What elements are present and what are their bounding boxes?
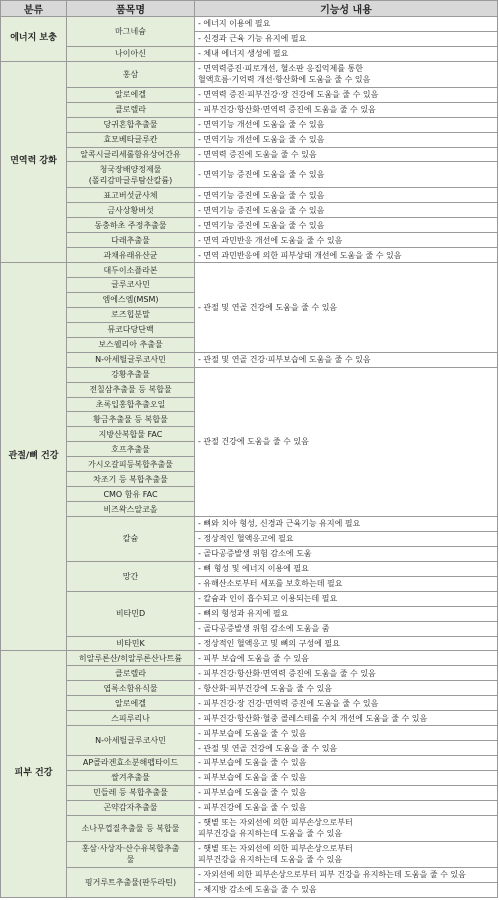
- text-line: 홍삼: [122, 69, 139, 79]
- text-line: - 면역력 증진에 도움을 줄 수 있음: [198, 149, 317, 159]
- table-row: [1, 61, 498, 87]
- text-line: - 면역기능 개선에 도움을 줄 수 있음: [198, 120, 325, 130]
- text-line: - 피부보습에 도움을 줄 수 있음: [198, 773, 307, 783]
- text-line: - 관절 및 연골 건강에 도움을 줄 수 있음: [198, 743, 338, 753]
- text-line: 로즈힙분말: [111, 310, 150, 320]
- text-line: 당귀혼합추출물: [103, 120, 158, 130]
- product-name-cell: [67, 61, 195, 87]
- table-row: [1, 248, 498, 263]
- text-line: 곤약감자추출물: [103, 803, 158, 813]
- header-function: 기능성 내용: [195, 1, 498, 17]
- function-cell: [195, 606, 498, 621]
- text-line: - 면역기능 개선에 도움을 줄 수 있음: [198, 135, 325, 145]
- table-row: [1, 218, 498, 233]
- table-row: [1, 770, 498, 785]
- table-row: [1, 696, 498, 711]
- product-name-cell: [67, 117, 195, 132]
- function-cell: [195, 132, 498, 147]
- product-name-cell: [67, 561, 195, 591]
- product-name-cell: [67, 442, 195, 457]
- function-cell: [195, 248, 498, 263]
- function-cell: [195, 102, 498, 117]
- function-cell: [195, 815, 498, 841]
- function-cell: [195, 87, 498, 102]
- function-cell: [195, 546, 498, 561]
- text-line: - 에너지 이용에 필요: [198, 19, 271, 29]
- text-line: 비타민K: [116, 638, 145, 648]
- product-name-cell: [67, 147, 195, 162]
- function-cell: [195, 517, 498, 532]
- text-line: N-아세틸글루코사민: [95, 736, 166, 746]
- product-name-cell: [67, 591, 195, 636]
- header-category: 분류: [1, 1, 67, 17]
- product-name-cell: [67, 162, 195, 188]
- function-cell: [195, 882, 498, 897]
- text-line: 마그네슘: [115, 26, 146, 36]
- function-cell: [195, 666, 498, 681]
- table-row: [1, 352, 498, 367]
- table-row: [1, 367, 498, 382]
- text-line: - 자외선에 의한 피부손상으로부터 피부 건강을 유지하는데 도움을 줄 수 있음: [198, 870, 466, 880]
- product-name-cell: [67, 711, 195, 726]
- text-line: - 면역기능 증진에 도움을 줄 수 있음: [198, 220, 325, 230]
- function-cell: [195, 203, 498, 218]
- text-line: - 정상적인 혈액응고에 필요: [198, 534, 294, 544]
- text-line: 가시오갈피등복합추출물: [87, 459, 173, 469]
- product-name-cell: [67, 382, 195, 397]
- text-line: 쌀겨추출물: [111, 773, 150, 783]
- product-name-cell: [67, 517, 195, 562]
- product-name-cell: [67, 397, 195, 412]
- table-row: [1, 785, 498, 800]
- text-line: 호프추출물: [111, 444, 150, 454]
- product-name-cell: [67, 841, 195, 867]
- product-name-cell: [67, 502, 195, 517]
- text-line: 나이아신: [115, 49, 146, 59]
- function-cell: [195, 741, 498, 756]
- text-line: (폴리감마글루탐산칼륨): [88, 175, 173, 185]
- product-name-cell: [67, 472, 195, 487]
- category-cell: 면역력 강화: [1, 61, 67, 262]
- text-line: - 피부건강·항산화·혈중 콜레스테롤 수치 개선에 도움을 줄 수 있음: [198, 713, 428, 723]
- text-line: 효모베타글루칸: [103, 135, 158, 145]
- category-cell: 피부 건강: [1, 651, 67, 897]
- text-line: - 체지방 감소에 도움을 줄 수 있음: [198, 885, 317, 895]
- text-line: - 피부보습에 도움을 줄 수 있음: [198, 758, 307, 768]
- function-cell: [195, 17, 498, 32]
- product-name-cell: [67, 203, 195, 218]
- text-line: - 피부보습에 도움을 줄 수 있음: [198, 788, 307, 798]
- text-line: 피부건강을 유지하는데 도움을 줄 수 있음: [198, 855, 343, 865]
- text-line: - 피부 보습에 도움을 줄 수 있음: [198, 653, 309, 663]
- function-cell: [195, 800, 498, 815]
- table-row: [1, 711, 498, 726]
- product-name-cell: [67, 666, 195, 681]
- product-name-cell: [67, 367, 195, 382]
- text-line: 소나무껍질추출물 등 복합물: [81, 823, 180, 833]
- product-name-cell: [67, 770, 195, 785]
- table-row: [1, 561, 498, 576]
- text-line: - 골다공증발생 위험 감소에 도움: [198, 549, 312, 559]
- category-cell: 관절/뼈 건강: [1, 263, 67, 651]
- table-row: [1, 233, 498, 248]
- text-line: - 신경과 근육 기능 유지에 필요: [198, 34, 307, 44]
- product-name-cell: [67, 427, 195, 442]
- product-name-cell: [67, 726, 195, 756]
- function-cell: [195, 352, 498, 367]
- table-row: [1, 203, 498, 218]
- text-line: N-아세틸글루코사민: [95, 355, 166, 365]
- table-row: [1, 867, 498, 882]
- function-cell: [195, 147, 498, 162]
- text-line: 혈액흐름·기억력 개선·항산화에 도움을 줄 수 있음: [198, 75, 371, 85]
- text-line: - 뼈의 형성과 유지에 필요: [198, 609, 289, 619]
- function-cell: [195, 636, 498, 651]
- text-line: - 면역기능 증진에 도움을 줄 수 있음: [198, 205, 325, 215]
- text-line: - 면역기능 증진에 도움을 줄 수 있음: [198, 170, 325, 180]
- product-name-cell: [67, 651, 195, 666]
- text-line: - 유해산소로부터 세포를 보호하는데 필요: [198, 579, 343, 589]
- function-cell: [195, 531, 498, 546]
- table-row: [1, 188, 498, 203]
- table-row: [1, 726, 498, 741]
- text-line: - 면역 과민반응 개선에 도움을 줄 수 있음: [198, 235, 343, 245]
- text-line: - 관절 및 연골 건강·피부보습에 도움을 줄 수 있음: [198, 355, 371, 365]
- function-cell: [195, 696, 498, 711]
- function-cell: [195, 31, 498, 46]
- text-line: - 햇볕 또는 자외선에 의한 피부손상으로부터: [198, 818, 353, 828]
- text-line: 물: [126, 855, 135, 865]
- function-cell: [195, 756, 498, 771]
- text-line: 클로렐라: [115, 105, 146, 115]
- function-cell: [195, 162, 498, 188]
- table-row: [1, 636, 498, 651]
- function-cell: [195, 117, 498, 132]
- text-line: - 관절 건강에 도움을 줄 수 있음: [198, 437, 309, 447]
- text-line: 과채유래유산균: [103, 250, 158, 260]
- function-cell: [195, 681, 498, 696]
- product-name-cell: [67, 867, 195, 897]
- text-line: 비타민D: [115, 609, 146, 619]
- table-row: [1, 651, 498, 666]
- text-line: 글루코사민: [111, 280, 150, 290]
- product-name-cell: [67, 487, 195, 502]
- product-name-cell: [67, 636, 195, 651]
- product-name-cell: [67, 188, 195, 203]
- text-line: 민들레 등 복합추출물: [93, 788, 168, 798]
- text-line: 강황추출물: [111, 370, 150, 380]
- table-row: [1, 517, 498, 532]
- text-line: 황금추출물 등 복합물: [93, 414, 168, 424]
- text-line: - 피부건강에 도움을 줄 수 있음: [198, 803, 307, 813]
- product-name-cell: [67, 681, 195, 696]
- text-line: - 면역력증진·피로개선, 혈소판 응집억제를 통한: [198, 64, 363, 74]
- text-line: 초록입홍합추출오일: [95, 399, 166, 409]
- text-line: 다래추출물: [111, 235, 150, 245]
- text-line: 클로렐라: [115, 668, 146, 678]
- table-row: [1, 87, 498, 102]
- text-line: - 면역기능 증진에 도움을 줄 수 있음: [198, 190, 325, 200]
- text-line: - 피부건강·항산화·면역력 증진에 도움을 줄 수 있음: [198, 105, 376, 115]
- function-cell: [195, 188, 498, 203]
- function-cell: [195, 561, 498, 576]
- product-name-cell: [67, 248, 195, 263]
- product-name-cell: [67, 102, 195, 117]
- table-row: [1, 263, 498, 278]
- product-name-cell: [67, 756, 195, 771]
- function-cell: [195, 711, 498, 726]
- product-name-cell: [67, 696, 195, 711]
- text-line: 망간: [122, 571, 139, 581]
- function-cell: [195, 263, 498, 353]
- text-line: AP콜라겐효소분해펩타이드: [82, 758, 179, 768]
- product-name-cell: [67, 132, 195, 147]
- text-line: 표고버섯균사체: [103, 190, 158, 200]
- function-cell: [195, 576, 498, 591]
- text-line: - 피부보습에 도움을 줄 수 있음: [198, 728, 307, 738]
- product-name-cell: [67, 292, 195, 307]
- text-line: 비즈왁스알코올: [103, 504, 158, 514]
- function-cell: [195, 46, 498, 61]
- product-name-cell: [67, 307, 195, 322]
- text-line: - 칼슘과 인이 흡수되고 이용되는데 필요: [198, 594, 338, 604]
- product-name-cell: [67, 87, 195, 102]
- table-row: [1, 681, 498, 696]
- text-line: 알로에겔: [115, 90, 146, 100]
- function-cell: [195, 770, 498, 785]
- text-line: 엠에스엠(MSM): [102, 295, 159, 305]
- text-line: 뮤코다당단백: [107, 325, 154, 335]
- table-row: [1, 666, 498, 681]
- product-name-cell: [67, 412, 195, 427]
- product-name-cell: [67, 800, 195, 815]
- product-name-cell: [67, 337, 195, 352]
- text-line: 스피루리나: [111, 713, 150, 723]
- function-cell: [195, 367, 498, 516]
- text-line: - 항산화·피부건강에 도움을 줄 수 있음: [198, 683, 333, 693]
- text-line: - 관절 및 연골 건강에 도움을 줄 수 있음: [198, 302, 338, 312]
- text-line: 동충하초 주정추출물: [94, 220, 167, 230]
- table-row: [1, 815, 498, 841]
- table-row: [1, 17, 498, 32]
- text-line: - 골다공증발생 위험 감소에 도움을 줌: [198, 624, 330, 634]
- product-name-cell: [67, 233, 195, 248]
- table-row: [1, 841, 498, 867]
- function-cell: [195, 218, 498, 233]
- product-name-cell: [67, 352, 195, 367]
- text-line: 홍삼·사상자·산수유복합추출: [81, 844, 180, 854]
- function-cell: [195, 61, 498, 87]
- table-row: [1, 800, 498, 815]
- table-row: [1, 147, 498, 162]
- function-cell: [195, 867, 498, 882]
- product-name-cell: [67, 263, 195, 278]
- text-line: 금사상황버섯: [107, 205, 154, 215]
- product-name-cell: [67, 815, 195, 841]
- product-name-cell: [67, 17, 195, 47]
- product-name-cell: [67, 46, 195, 61]
- function-cell: [195, 233, 498, 248]
- header-product: 품목명: [67, 1, 195, 17]
- text-line: 보스웰리아 추출물: [98, 340, 163, 350]
- table-header-row: [1, 1, 498, 17]
- text-line: 피부건강을 유지하는데 도움을 줄 수 있음: [198, 829, 343, 839]
- text-line: 엽록소함유식물: [103, 683, 158, 693]
- text-line: CMO 함유 FAC: [103, 489, 158, 499]
- table-row: [1, 132, 498, 147]
- product-name-cell: [67, 218, 195, 233]
- text-line: 칼슘: [122, 534, 139, 544]
- text-line: 지방산복합물 FAC: [98, 429, 163, 439]
- text-line: - 면역력 증진·피부건강·장 건강에 도움을 줄 수 있음: [198, 90, 379, 100]
- category-cell: 에너지 보충: [1, 17, 67, 62]
- text-line: - 햇볕 또는 자외선에 의한 피부손상으로부터: [198, 844, 353, 854]
- text-line: 알콕시글리세롤함유상어간유: [80, 149, 181, 159]
- table-row: [1, 591, 498, 606]
- text-line: - 뼈 형성 및 에너지 이용에 필요: [198, 564, 309, 574]
- function-cell: [195, 785, 498, 800]
- text-line: 전칠삼추출물 등 복합물: [89, 385, 172, 395]
- product-name-cell: [67, 785, 195, 800]
- text-line: 히알루론산/히알루론산나트륨: [78, 653, 183, 663]
- text-line: - 피부건강·항산화·면역력 증진에 도움을 줄 수 있음: [198, 668, 376, 678]
- text-line: - 정상적인 혈액응고 및 뼈의 구성에 필요: [198, 638, 340, 648]
- text-line: - 피부건강·장 건강·면역력 증진에 도움을 줄 수 있음: [198, 698, 379, 708]
- table-row: [1, 162, 498, 188]
- function-cell: [195, 591, 498, 606]
- text-line: - 면역 과민반응에 의한 피부상태 개선에 도움을 줄 수 있음: [198, 250, 402, 260]
- product-name-cell: [67, 457, 195, 472]
- text-line: 차조기 등 복합추출물: [93, 474, 168, 484]
- text-line: 청국장배양정제물: [99, 164, 162, 174]
- table-row: [1, 46, 498, 61]
- product-name-cell: [67, 322, 195, 337]
- function-cell: [195, 651, 498, 666]
- function-cell: [195, 621, 498, 636]
- text-line: 핑거루트추출물(판두라틴): [84, 877, 177, 887]
- table-body: [1, 17, 498, 898]
- text-line: 알로에겔: [115, 698, 146, 708]
- text-line: 대두이소플라본: [103, 265, 158, 275]
- table-row: [1, 102, 498, 117]
- function-cell: [195, 726, 498, 741]
- text-line: - 체내 에너지 생성에 필요: [198, 49, 289, 59]
- function-cell: [195, 841, 498, 867]
- product-name-cell: [67, 278, 195, 293]
- table-row: [1, 756, 498, 771]
- table-row: [1, 117, 498, 132]
- text-line: - 뼈와 치아 형성, 신경과 근육기능 유지에 필요: [198, 519, 361, 529]
